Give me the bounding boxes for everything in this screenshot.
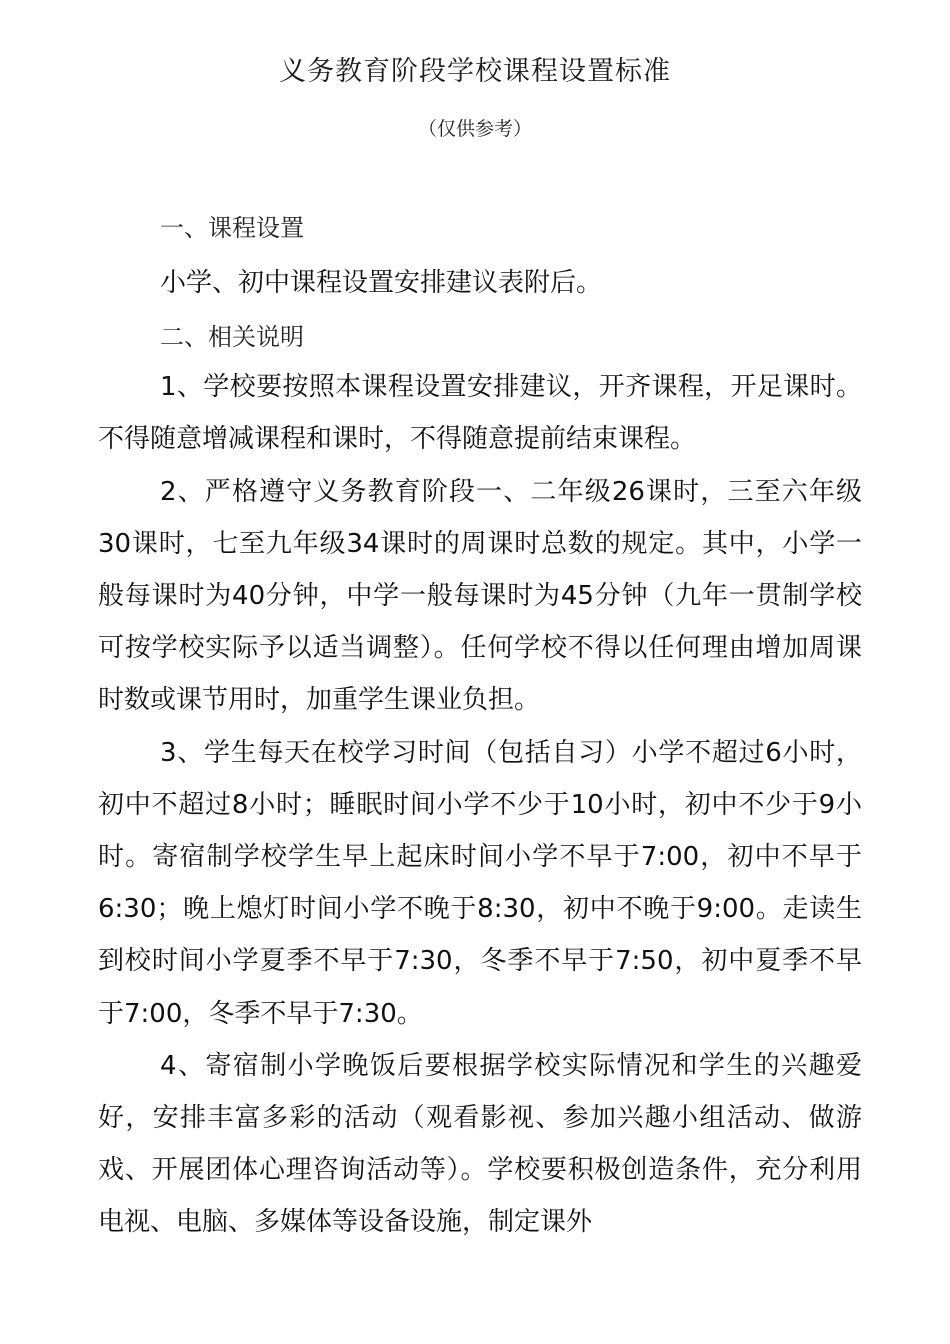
- section-paragraph-course-setting: 小学、初中课程设置安排建议表附后。: [160, 268, 603, 298]
- note-paragraph-4: 4、寄宿制小学晚饭后要根据学校实际情况和学生的兴趣爱好，安排丰富多彩的活动（观看影视、参加兴趣小组活动、做游戏、开展团体心理咨询活动等）。学校要积极创造条件，充分利用电视、电脑、多媒体等设备设施，制定课外: [98, 1050, 862, 1238]
- document-body: [98, 202, 862, 1249]
- note-paragraph-3: 3、学生每天在校学习时间（包括自习）小学不超过6小时，初中不超过8小时；睡眠时间小学不少于10小时，初中不少于9小时。寄宿制学校学生早上起床时间小学不早于7:00，初中不早于6:30；晚上熄灯时间小学不晚于8:30，初中不晚于9:00。走读生到校时间小学夏季不早于7:30，冬季不早于7:50，初中夏季不早于7:00，冬季不早于7:30。: [98, 737, 862, 1029]
- note-paragraph-1: 1、学校要按照本课程设置安排建议，开齐课程，开足课时。不得随意增减课程和课时，不得随意提前结束课程。: [98, 372, 862, 455]
- section-heading-related-notes: 二、相关说明: [160, 323, 304, 352]
- page-subtitle: （仅供参考）: [417, 118, 532, 140]
- note-paragraph-2: 2、严格遵守义务教育阶段一、二年级26课时，三至六年级30课时，七至九年级34课时的周课时总数的规定。其中，小学一般每课时为40分钟，中学一般每课时为45分钟（九年一贯制学校可按学校实际予以适当调整）。任何学校不得以任何理由增加周课时数或课节用时，加重学生课业负担。: [98, 476, 862, 716]
- section-heading-course-setting: 一、课程设置: [160, 214, 304, 242]
- page-title: 义务教育阶段学校课程设置标准: [279, 56, 671, 87]
